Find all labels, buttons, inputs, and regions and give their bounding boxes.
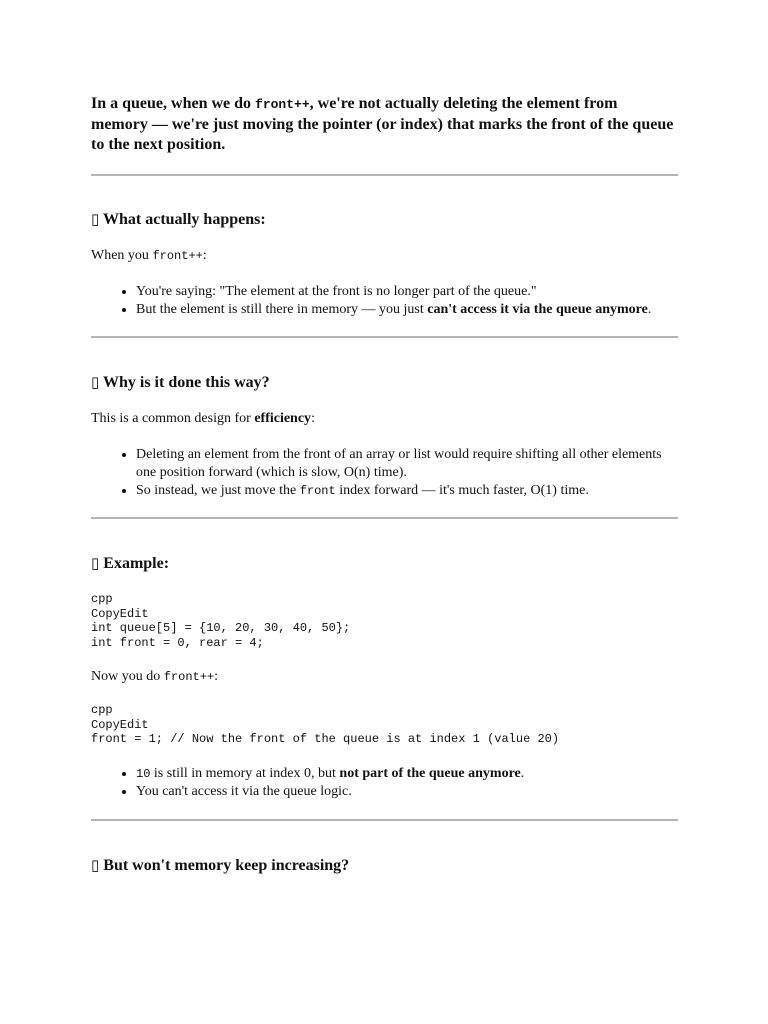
code-line: int front = 0, rear = 4; [91,635,264,650]
item-end: . [520,765,525,781]
code-block-2 [91,703,678,747]
item-code: 10 [136,766,151,781]
code-lang-label: cpp [91,703,113,717]
heading-what-actually-happens [91,209,678,230]
intro-text-2: , we're not actually deleting the element from memory — we're just moving the pointer (or index) that marks the front of the queue to the next position. [91,95,674,153]
heading-text: What actually happens: [102,211,266,228]
heading-text: Example: [103,555,170,572]
code-lang-label: cpp [91,592,113,606]
copy-edit-button[interactable]: CopyEdit [91,606,149,621]
list-item [136,482,678,500]
lead-bold: efficiency [254,411,312,426]
document-page [91,94,678,876]
mid-text: Now you do [91,669,164,684]
list-item [136,301,678,319]
section3-list [91,765,678,801]
item-text: So instead, we just move the [136,483,300,498]
heading-text: But won't memory keep increasing? [103,856,350,874]
item-text: But the element is still there in memory — you just [136,302,428,317]
intro-paragraph [91,94,678,155]
heading-example [91,553,678,574]
item-end: index forward — it's much faster, O(1) time. [335,483,589,498]
mid-end: : [214,669,219,684]
lead-code: front++ [152,249,203,263]
divider-4 [91,819,678,821]
lead-text: This is a common design for [91,411,255,426]
list-item [136,765,678,783]
divider-3 [91,517,678,519]
item-code: front [299,484,336,498]
list-item: • You can't access it via the queue logic. [136,783,678,801]
code-line: int queue[5] = {10, 20, 30, 40, 50}; [91,621,351,635]
section1-lead [91,247,678,265]
lead-end: : [311,411,315,426]
missing-emoji-icon: ▯ [91,554,100,572]
heading-why-this-way [91,372,678,393]
section2-list [91,446,678,500]
section1-list [91,283,678,319]
item-bold: can't access it via the queue anymore [427,302,648,317]
lead-text: When you [91,248,153,263]
example-mid-paragraph [91,668,678,686]
heading-text: Why is it done this way? [102,374,270,391]
list-item: • Deleting an element from the front of an array or list would require shifting all other elements one position forward (which is slow, O(n) time). [136,446,678,482]
divider-2 [91,336,678,338]
code-block-1 [91,592,678,650]
list-item: • You're saying: "The element at the front is no longer part of the queue." [136,283,678,301]
intro-text-1: In a queue, when we do [91,95,256,112]
mid-code: front++ [163,670,215,684]
divider-1 [91,174,678,176]
code-line: front = 1; // Now the front of the queue is at index 1 (value 20) [91,732,560,746]
item-text: is still in memory at index 0, but [150,765,340,781]
lead-end: : [202,248,207,263]
item-bold: not part of the queue anymore [339,765,521,781]
missing-emoji-icon: ▯ [91,210,100,228]
copy-edit-button[interactable]: CopyEdit [91,717,149,732]
heading-memory-increasing [91,855,678,876]
item-end: . [647,302,652,317]
section2-lead [91,410,678,428]
missing-emoji-icon: ▯ [91,373,100,391]
missing-emoji-icon: ▯ [91,855,100,874]
intro-code: front++ [255,97,310,112]
